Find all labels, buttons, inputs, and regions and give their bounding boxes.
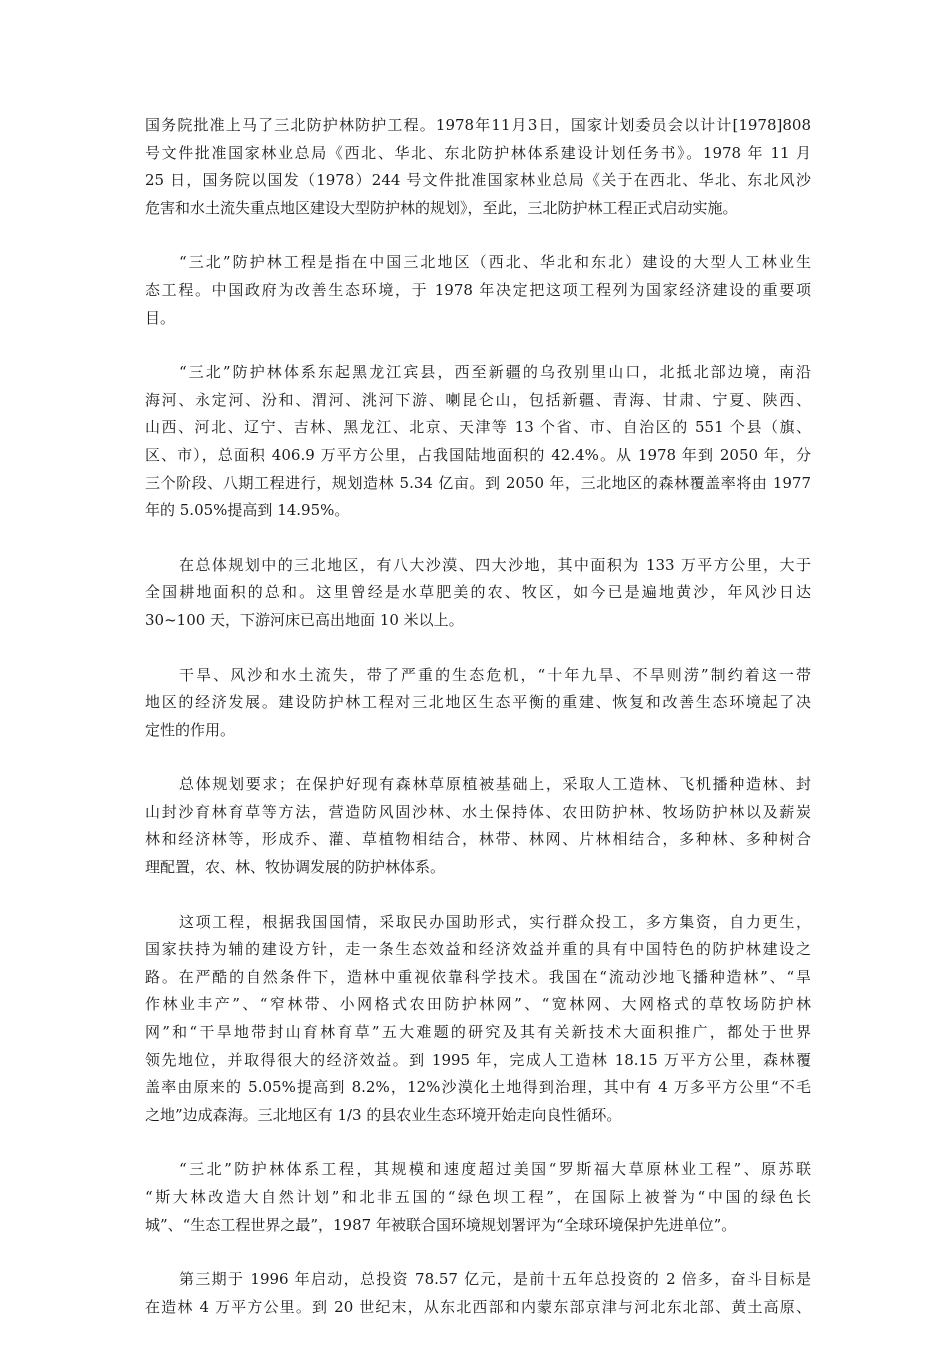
text-line: 在总体规划中的三北地区，有八大沙漠、四大沙地，其中面积为 133 万平方公里，大于 — [179, 555, 811, 574]
text-line: 路。在严酷的自然条件下，造林中重视依靠科学技术。我国在“流动沙地飞播种造林”、“旱 — [145, 967, 811, 986]
text-line: 山西、河北、辽宁、吉林、黑龙江、北京、天津等 13 个省、市、自治区的 551 个县（旗、 — [145, 418, 811, 437]
paragraph — [145, 909, 811, 1130]
text-line: 在造林 4 万平方公里。到 20 世纪末，从东北西部和内蒙东部京津与河北东北部、黄土高原、 — [145, 1297, 811, 1316]
text-line: 定性的作用。 — [145, 720, 236, 739]
text-line: 山封沙育林育草等方法，营造防风固沙林、水土保持体、农田防护林、牧场防护林以及薪炭 — [145, 802, 811, 821]
text-line: 态工程。中国政府为改善生态环境，于 1978 年决定把这项工程列为国家经济建设的重要项 — [145, 280, 811, 299]
text-line: “斯大林改造大自然计划”和北非五国的“绿色坝工程”，在国际上被誉为“中国的绿色长 — [145, 1188, 811, 1206]
paragraph — [145, 662, 811, 745]
text-line: 目。 — [145, 308, 176, 327]
text-line: 号文件批准国家林业总局《西北、华北、东北防护林体系建设计划任务书》。1978 年 11 月 — [145, 143, 811, 162]
paragraph — [145, 552, 811, 635]
text-line: 城”、“生态工程世界之最”，1987 年被联合国环境规划署评为“全球环境保护先进单位”。 — [145, 1215, 737, 1234]
text-line: “三北”防护林工程是指在中国三北地区（西北、华北和东北）建设的大型人工林业生 — [179, 253, 811, 272]
text-line: 全国耕地面积的总和。这里曾经是水草肥美的农、牧区，如今已是遍地黄沙，年风沙日达 — [145, 583, 811, 602]
text-line: 作林业丰产”、“窄林带、小网格式农田防护林网”、“宽林网、大网格式的草牧场防护林 — [145, 995, 811, 1014]
text-line: 理配置，农、林、牧协调发展的防护林体系。 — [145, 858, 446, 877]
paragraph — [145, 112, 811, 222]
text-line: 海河、永定河、汾和、渭河、洮河下游、喇昆仑山，包括新疆、青海、甘肃、宁夏、陕西、 — [145, 390, 811, 409]
paragraph — [145, 1266, 811, 1321]
paragraph — [145, 359, 811, 525]
text-line: 国务院批准上马了三北防护林防护工程。1978年11月3日，国家计划委员会以计计[1978]808 — [145, 116, 811, 134]
text-line: 之地”边成森海。三北地区有 1/3 的县农业生态环境开始走向良性循环。 — [145, 1105, 622, 1124]
text-line: “三北”防护林体系东起黑龙江宾县，西至新疆的乌孜别里山口，北抵北部边境，南沿 — [179, 363, 811, 382]
text-line: 领先地位，并取得很大的经济效益。到 1995 年，完成人工造林 18.15 万平方公里，森林覆 — [145, 1050, 811, 1069]
paragraph — [145, 249, 811, 332]
paragraph — [145, 771, 811, 881]
text-line: 30~100 天，下游河床已高出地面 10 米以上。 — [145, 610, 464, 629]
paragraph — [145, 1156, 811, 1239]
text-line: 国家扶持为辅的建设方针，走一条生态效益和经济效益并重的具有中国特色的防护林建设之 — [145, 940, 811, 959]
text-line: 年的 5.05%提高到 14.95%。 — [145, 501, 350, 520]
text-line: 区、市），总面积 406.9 万平方公里，占我国陆地面积的 42.4%。从 1978 年到 2050 年，分 — [145, 445, 811, 464]
text-line: 总体规划要求；在保护好现有森林草原植被基础上，采取人工造林、飞机播种造林、封 — [179, 775, 811, 794]
text-line: 林和经济林等，形成乔、灌、草植物相结合，林带、林网、片林相结合，多种林、多种树合 — [145, 830, 811, 849]
text-line: 盖率由原来的 5.05%提高到 8.2%，12%沙漠化土地得到治理，其中有 4 万多平方公里“不毛 — [145, 1078, 811, 1097]
text-line: 地区的经济发展。建设防护林工程对三北地区生态平衡的重建、恢复和改善生态环境起了决 — [145, 693, 811, 712]
text-line: 这项工程，根据我国国情，采取民办国助形式，实行群众投工，多方集资，自力更生， — [179, 912, 811, 931]
text-line: 危害和水土流失重点地区建设大型防护林的规划》，至此，三北防护林工程正式启动实施。 — [145, 198, 738, 217]
text-line: 第三期于 1996 年启动，总投资 78.57 亿元，是前十五年总投资的 2 倍多，奋斗目标是 — [179, 1270, 811, 1289]
text-line: 三个阶段、八期工程进行，规划造林 5.34 亿亩。到 2050 年，三北地区的森林覆盖率将由 1977 — [145, 473, 811, 492]
document-body — [145, 112, 811, 1348]
text-line: 干旱、风沙和水土流失，带了严重的生态危机，“十年九旱、不旱则涝”制约着这一带 — [179, 665, 811, 684]
text-line: 网”和“干旱地带封山育林育草”五大难题的研究及其有关新技术大面积推广，都处于世界 — [145, 1023, 811, 1042]
text-line: 25 日，国务院以国发（1978）244 号文件批准国家林业总局《关于在西北、华北、东北风沙 — [145, 171, 811, 190]
text-line: “三北”防护林体系工程，其规模和速度超过美国“罗斯福大草原林业工程”、原苏联 — [179, 1160, 811, 1179]
